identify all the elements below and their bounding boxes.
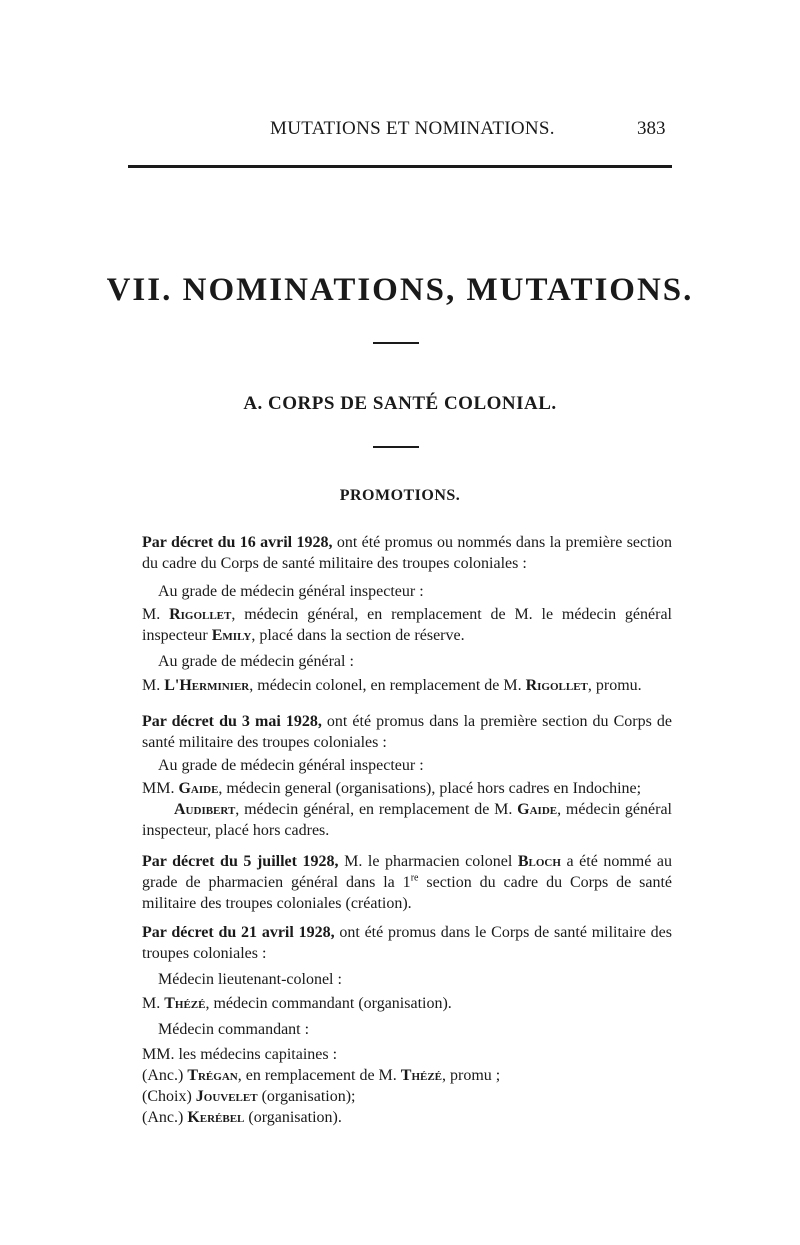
decree-lead: Par décret du 21 avril 1928, (142, 924, 335, 941)
list-item: (Choix) Jouvelet (organisation); (142, 1088, 356, 1105)
person-name: Thézé (164, 995, 206, 1012)
rank-heading: Médecin lieutenant-colonel : (158, 971, 342, 988)
person-name: Jouvelet (195, 1088, 258, 1105)
page-number: 383 (637, 118, 666, 139)
grade-heading: Au grade de médecin général inspecteur : (158, 583, 424, 600)
paragraph-decree-5-juillet: Par décret du 5 juillet 1928, M. le pharmacien colonel Bloch a été nommé au grade de pharmacien général dans la 1re section du cadre du Corps de santé militaire des troupes coloniales (création). (142, 853, 673, 912)
person-name: Audibert (174, 801, 236, 818)
section-divider (373, 446, 419, 448)
header-rule (128, 165, 672, 168)
person-name: Gaide (178, 780, 219, 797)
chapter-title: VII. NOMINATIONS, MUTATIONS. (106, 272, 694, 308)
person-name: Bloch (517, 853, 561, 870)
grade-heading: Au grade de médecin général : (158, 653, 354, 670)
running-header-title: MUTATIONS ET NOMINATIONS. (270, 118, 555, 139)
person-name: Trégan (187, 1067, 238, 1084)
person-name: Rigollet (525, 677, 588, 694)
paragraph-decree-21-avril: Par décret du 21 avril 1928, ont été promus dans le Corps de santé militaire des troupes coloniales : (142, 924, 673, 962)
person-name: Emily (211, 627, 252, 644)
section-title: A. CORPS DE SANTÉ COLONIAL. (243, 393, 557, 414)
list-intro: MM. les médecins capitaines : (142, 1046, 338, 1063)
paragraph-rigollet: M. Rigollet, médecin général, en remplacement de M. le médecin général inspecteur Emily, placé dans la section de réserve. (142, 606, 672, 644)
paragraph-lherminier: M. L'Herminier, médecin colonel, en remplacement de M. Rigollet, promu. (142, 677, 642, 694)
person-name: Rigollet (169, 606, 232, 623)
subsection-title: PROMOTIONS. (339, 487, 461, 504)
list-item: (Anc.) Trégan, en remplacement de M. Thézé, promu ; (142, 1067, 501, 1084)
paragraph-decree-16-avril: Par décret du 16 avril 1928, ont été promus ou nommés dans la première section du cadre du Corps de santé militaire des troupes coloniales : (142, 534, 673, 572)
decree-lead: Par décret du 16 avril 1928, (142, 534, 333, 551)
person-name: Kerébel (187, 1109, 245, 1126)
list-item: (Anc.) Kerébel (organisation). (142, 1109, 342, 1126)
decree-lead: Par décret du 5 juillet 1928, (142, 853, 339, 870)
paragraph-decree-3-mai: Par décret du 3 mai 1928, ont été promus dans la première section du Corps de santé militaire des troupes coloniales : (142, 713, 673, 751)
decree-lead: Par décret du 3 mai 1928, (142, 713, 322, 730)
grade-heading: Au grade de médecin général inspecteur : (158, 757, 424, 774)
title-divider (373, 342, 419, 344)
paragraph-gaide-audibert: MM. Gaide, médecin general (organisations), placé hors cadres en Indochine; Audibert, médecin général, en remplacement de M. Gaide, médecin général inspecteur, placé hors cadres. (142, 780, 672, 839)
person-name: L'Herminier (164, 677, 250, 694)
person-name: Gaide (517, 801, 558, 818)
paragraph-theze: M. Thézé, médecin commandant (organisation). (142, 995, 452, 1012)
person-name: Thézé (400, 1067, 443, 1084)
rank-heading: Médecin commandant : (158, 1021, 310, 1038)
